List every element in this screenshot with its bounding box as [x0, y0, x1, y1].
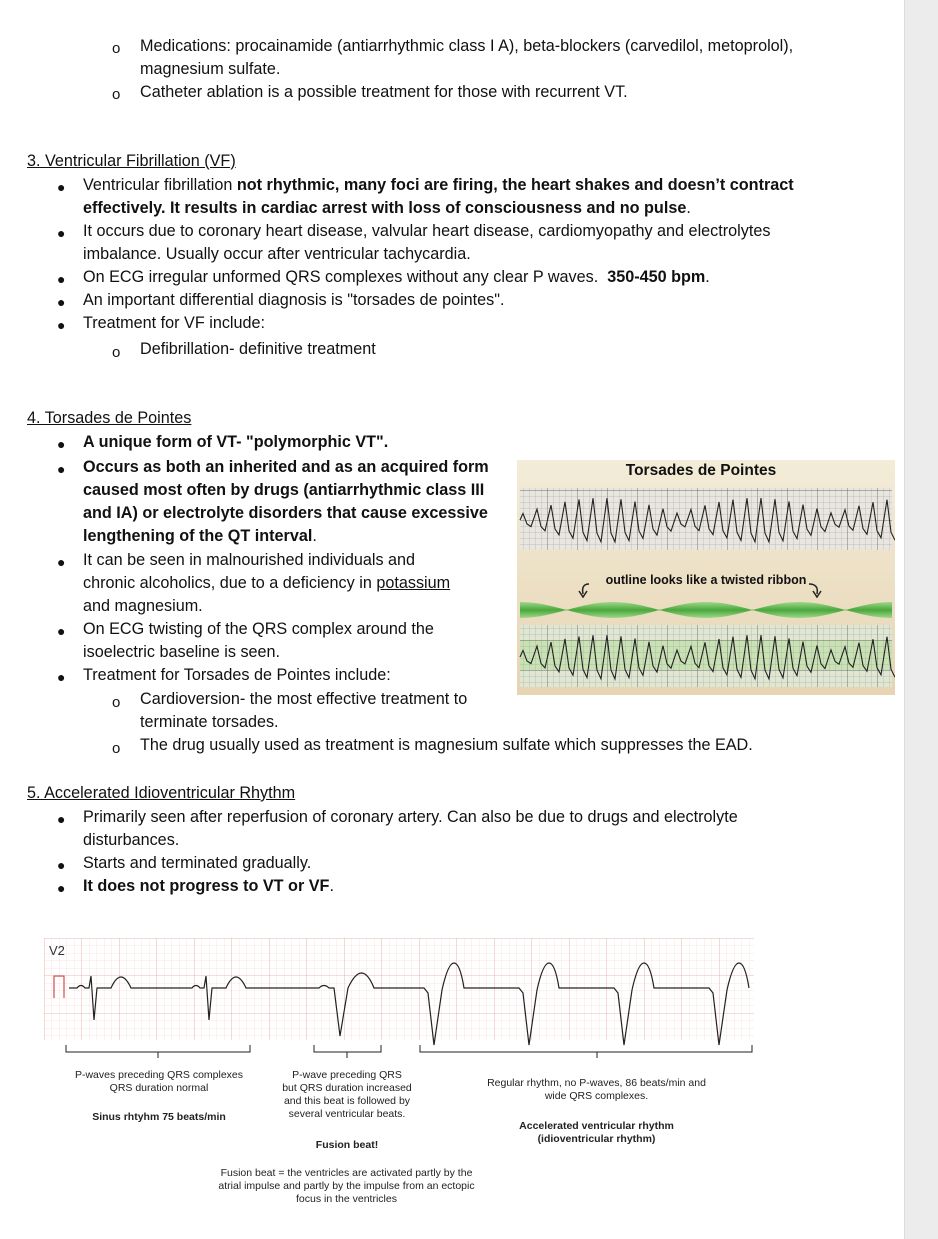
aivr-ecg-figure [44, 938, 758, 1208]
aivr-bullet-3: It does not progress to VT or VF. [83, 877, 334, 895]
sinus-title: Sinus rhtyhm 75 beats/min [92, 1111, 226, 1123]
vf-bullet-2-cont: imbalance. Usually occur after ventricular tachycardia. [83, 245, 471, 263]
bullet-icon: ● [57, 857, 66, 873]
vt-medications-line2: magnesium sulfate. [140, 60, 281, 78]
bullet-icon: ● [57, 669, 66, 685]
lead-label: V2 [49, 943, 65, 958]
bullet-icon: ● [57, 225, 66, 241]
bracket-fusion [314, 1045, 381, 1058]
sinus-description: P-waves preceding QRS complexes QRS duration normal [74, 1069, 244, 1094]
bullet-icon: ● [57, 554, 66, 570]
tdp-bullet-2-l1: Occurs as both an inherited and as an acquired form [83, 458, 489, 476]
bullet-icon: ● [57, 294, 66, 310]
right-margin-panel [904, 0, 938, 1239]
sub-bullet-icon: o [112, 344, 121, 361]
bullet-icon: ● [57, 271, 66, 287]
ecg-grid-major [44, 938, 754, 1040]
vf-bullet-1-cont: effectively. It results in cardiac arrest with loss of consciousness and no pulse. [83, 199, 691, 217]
vf-sub-defibrillation: Defibrillation- definitive treatment [140, 340, 376, 358]
torsades-figure-caption: outline looks like a twisted ribbon [605, 573, 807, 587]
idioventricular-description: Regular rhythm, no P-waves, 86 beats/min and wide QRS complexes. [487, 1077, 706, 1102]
bullet-icon: ● [57, 461, 66, 477]
tdp-sub-cardioversion-l2: terminate torsades. [140, 713, 279, 731]
idioventricular-title: Accelerated ventricular rhythm (idioventricular rhythm) [519, 1120, 674, 1145]
aivr-ecg-svg [44, 938, 758, 1063]
bullet-icon: ● [57, 179, 66, 195]
vt-ablation: Catheter ablation is a possible treatment for those with recurrent VT. [140, 83, 628, 101]
vf-bullet-2: It occurs due to coronary heart disease, valvular heart disease, cardiomyopathy and electrolytes [83, 222, 771, 240]
sub-bullet-icon: o [112, 40, 121, 57]
vf-bullet-1: Ventricular fibrillation not rhythmic, many foci are firing, the heart shakes and doesn’t contract [83, 176, 794, 194]
tdp-bullet-3-l1: It can be seen in malnourished individuals and [83, 551, 416, 569]
tdp-bullet-2-l3: and IA) or electrolyte disorders that cause excessive [83, 504, 488, 522]
tdp-sub-magnesium: The drug usually used as treatment is magnesium sulfate which suppresses the EAD. [140, 736, 753, 754]
tdp-sub-cardioversion-l1: Cardioversion- the most effective treatment to [140, 690, 468, 708]
bullet-icon: ● [57, 811, 66, 827]
bracket-idioventricular [420, 1045, 752, 1058]
sub-bullet-icon: o [112, 694, 121, 711]
vf-bullet-4: An important differential diagnosis is "torsades de pointes". [83, 291, 505, 309]
fusion-beat-definition: Fusion beat = the ventricles are activated partly by the atrial impulse and partly by the impulse from an ectopic focus in the ventricles [218, 1167, 475, 1205]
torsades-figure-title: Torsades de Pointes [625, 462, 777, 479]
vf-bullet-5: Treatment for VF include: [83, 314, 266, 332]
bullet-icon: ● [57, 317, 66, 333]
aivr-bullet-2: Starts and terminated gradually. [83, 854, 312, 872]
bullet-icon: ● [57, 880, 66, 896]
fusion-description: P-wave preceding QRS but QRS duration increased and this beat is followed by several ventricular beats. [282, 1069, 412, 1120]
vf-heading: 3. Ventricular Fibrillation (VF) [27, 152, 236, 170]
aivr-bullet-1-l1: Primarily seen after reperfusion of coronary artery. Can also be due to drugs and electrolyte [83, 808, 738, 826]
tdp-bullet-4-l2: isoelectric baseline is seen. [83, 643, 281, 661]
bullet-icon: ● [57, 623, 66, 639]
tdp-bullet-5: Treatment for Torsades de Pointes include: [83, 666, 391, 684]
tdp-heading: 4. Torsades de Pointes [27, 409, 192, 427]
aivr-bullet-1-l2: disturbances. [83, 831, 180, 849]
tdp-bullet-4-l1: On ECG twisting of the QRS complex around the [83, 620, 434, 638]
tdp-bullet-2-l4: lengthening of the QT interval. [83, 527, 317, 545]
aivr-heading: 5. Accelerated Idioventricular Rhythm [27, 784, 296, 802]
tdp-bullet-3-l2: chronic alcoholics, due to a deficiency in potassium [83, 574, 451, 592]
bullet-icon: ● [57, 436, 66, 452]
tdp-bullet-3-l3: and magnesium. [83, 597, 203, 615]
potassium-link[interactable]: potassium [376, 574, 451, 592]
tdp-bullet-2-l2: caused most often by drugs (antiarrhythmic class III [83, 481, 485, 499]
sub-bullet-icon: o [112, 740, 121, 757]
bracket-sinus [66, 1045, 250, 1058]
fusion-title: Fusion beat! [315, 1139, 379, 1151]
sub-bullet-icon: o [112, 86, 121, 103]
tdp-bullet-1: A unique form of VT- "polymorphic VT". [83, 433, 389, 451]
vt-medications-line1: Medications: procainamide (antiarrhythmic class I A), beta-blockers (carvedilol, metoprolol), [140, 37, 794, 55]
vf-bullet-3: On ECG irregular unformed QRS complexes without any clear P waves. 350-450 bpm. [83, 268, 710, 286]
torsades-figure [517, 460, 895, 695]
